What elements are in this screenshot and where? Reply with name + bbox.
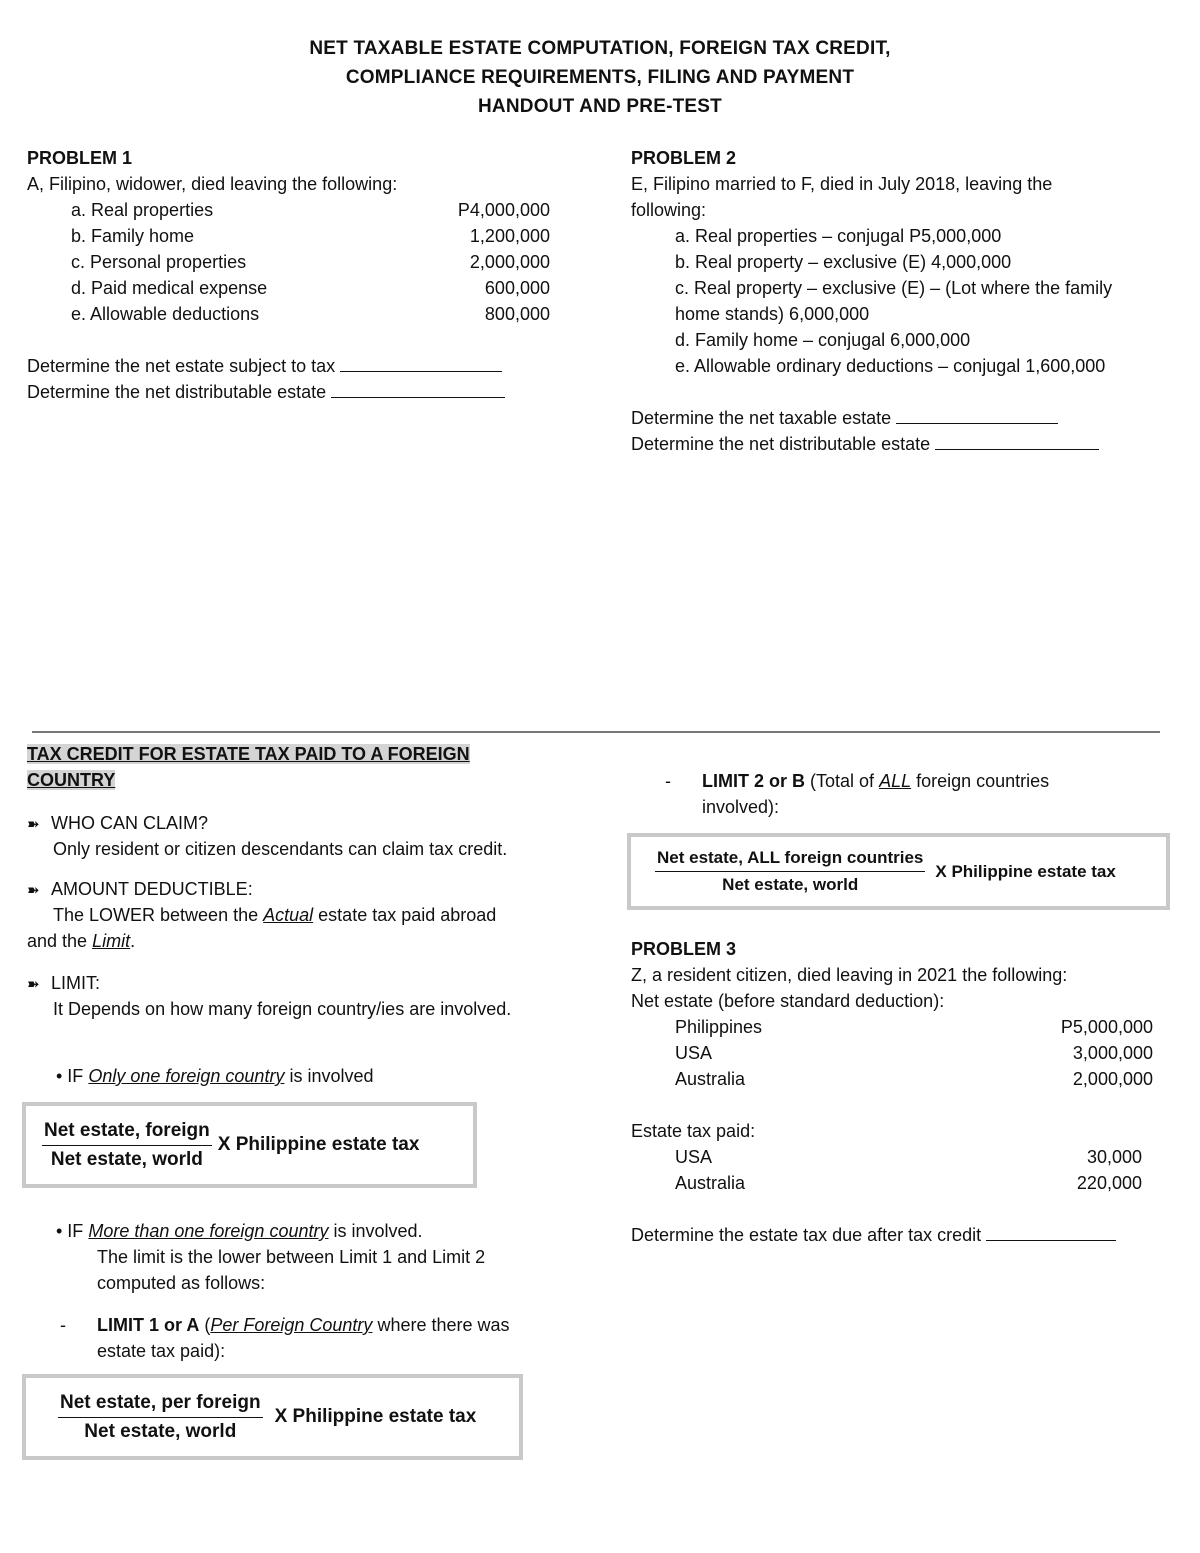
- problem-1: [27, 145, 567, 405]
- who-can-claim-text: Only resident or citizen descendants can claim tax credit.: [53, 839, 508, 859]
- problem-1-item: [27, 249, 567, 275]
- problem-2-question-2: Determine the net distributable estate: [631, 431, 1176, 457]
- problem-1-question-1: Determine the net estate subject to tax: [27, 353, 567, 379]
- problem-2-question-1: Determine the net taxable estate: [631, 405, 1176, 431]
- problem-2-item: home stands) 6,000,000: [675, 304, 870, 324]
- problem-2-item: a. Real properties – conjugal P5,000,000: [675, 226, 1002, 246]
- formula-numerator: Net estate, foreign: [42, 1120, 212, 1146]
- title-line-3: HANDOUT AND PRE-TEST: [478, 96, 722, 117]
- formula-box-one-country: [22, 1102, 477, 1188]
- formula-box-per-country: [22, 1374, 523, 1460]
- problem-2-intro: following:: [631, 200, 707, 220]
- limit-1-description: - LIMIT 1 or A (Per Foreign Country where there was estate tax paid):: [60, 1312, 580, 1364]
- problem-1-question-2: Determine the net distributable estate: [27, 379, 567, 405]
- arrow-bullet-icon: ➽: [27, 976, 40, 993]
- item-amount: 1,200,000: [469, 226, 550, 246]
- formula-multiplier: X Philippine estate tax: [935, 861, 1116, 881]
- answer-blank[interactable]: [896, 405, 1058, 424]
- formula-fraction: [655, 848, 925, 895]
- formula-multiplier: X Philippine estate tax: [274, 1406, 477, 1427]
- problem-3: [631, 936, 1156, 1248]
- problem-1-intro: A, Filipino, widower, died leaving the following:: [27, 174, 398, 194]
- answer-blank[interactable]: [340, 353, 502, 372]
- amount-deductible: ➽ AMOUNT DEDUCTIBLE: The LOWER between the Actual estate tax paid abroad and the Limit.: [27, 876, 587, 954]
- problem-1-item: [27, 197, 567, 223]
- problem-3-question: Determine the estate tax due after tax credit: [631, 1222, 1156, 1248]
- item-label: a. Real properties: [71, 200, 214, 220]
- item-amount: 800,000: [484, 304, 550, 324]
- limit-2-description: - LIMIT 2 or B (Total of ALL foreign countries involved):: [665, 768, 1185, 820]
- problem-2-item: e. Allowable ordinary deductions – conjugal 1,600,000: [675, 356, 1106, 376]
- answer-blank[interactable]: [986, 1222, 1116, 1241]
- problem-2-item: d. Family home – conjugal 6,000,000: [675, 330, 971, 350]
- formula-fraction: [42, 1120, 212, 1171]
- limit-section: ➽ LIMIT: It Depends on how many foreign country/ies are involved.: [27, 970, 587, 1022]
- formula-denominator: Net estate, world: [50, 1148, 203, 1170]
- amount-deductible-text: The LOWER between the Actual estate tax paid abroad: [53, 905, 497, 925]
- title-line-1: NET TAXABLE ESTATE COMPUTATION, FOREIGN TAX CREDIT,: [309, 38, 891, 59]
- problem-2: [631, 145, 1176, 457]
- dash-bullet: -: [60, 1315, 66, 1335]
- net-estate-item: USA 3,000,000: [675, 1043, 1153, 1063]
- problem-3-paid-label: Estate tax paid:: [631, 1121, 756, 1141]
- item-amount: P4,000,000: [457, 200, 550, 220]
- section-divider: [32, 731, 1160, 733]
- arrow-bullet-icon: ➽: [27, 816, 40, 833]
- document-title: [0, 34, 1200, 121]
- dash-bullet: -: [665, 771, 671, 791]
- formula-denominator: Net estate, world: [722, 875, 859, 894]
- problem-1-heading: PROBLEM 1: [27, 148, 133, 168]
- formula-multiplier: X Philippine estate tax: [217, 1134, 420, 1155]
- item-label: c. Personal properties: [71, 252, 247, 272]
- problem-2-intro: E, Filipino married to F, died in July 2018, leaving the: [631, 174, 1053, 194]
- formula-numerator: Net estate, per foreign: [58, 1392, 263, 1418]
- item-label: b. Family home: [71, 226, 195, 246]
- problem-2-item: b. Real property – exclusive (E) 4,000,000: [675, 252, 1012, 272]
- item-label: e. Allowable deductions: [71, 304, 260, 324]
- net-estate-item: Australia 2,000,000: [675, 1069, 1153, 1089]
- problem-2-heading: PROBLEM 2: [631, 148, 737, 168]
- if-more-countries: • IF More than one foreign country is involved. The limit is the lower between Limit 1 and Limit 2 computed as follows:: [56, 1221, 486, 1293]
- problem-2-item: c. Real property – exclusive (E) – (Lot where the family: [675, 278, 1113, 298]
- problem-3-heading: PROBLEM 3: [631, 939, 737, 959]
- amount-deductible-text-2: and the Limit.: [27, 931, 136, 951]
- tax-credit-section: [27, 741, 587, 793]
- answer-blank[interactable]: [331, 379, 505, 398]
- answer-blank[interactable]: [935, 431, 1099, 450]
- formula-fraction: [58, 1392, 263, 1443]
- item-label: d. Paid medical expense: [71, 278, 268, 298]
- limit-text: It Depends on how many foreign country/ies are involved.: [53, 999, 512, 1019]
- problem-3-intro: Z, a resident citizen, died leaving in 2021 the following:: [631, 965, 1068, 985]
- who-can-claim: ➽ WHO CAN CLAIM? Only resident or citizen descendants can claim tax credit.: [27, 810, 587, 862]
- problem-1-item: [27, 275, 567, 301]
- item-amount: 600,000: [484, 278, 550, 298]
- problem-1-item: [27, 223, 567, 249]
- formula-denominator: Net estate, world: [84, 1420, 237, 1442]
- problem-1-item: [27, 301, 567, 327]
- if-one-country: • IF Only one foreign country is involved: [56, 1066, 374, 1086]
- tax-credit-heading-line-2: COUNTRY: [27, 770, 116, 790]
- tax-paid-item: Australia 220,000: [675, 1173, 1142, 1193]
- title-line-2: COMPLIANCE REQUIREMENTS, FILING AND PAYMENT: [345, 67, 855, 88]
- formula-numerator: Net estate, ALL foreign countries: [655, 848, 925, 872]
- formula-box-all-countries: [627, 833, 1170, 910]
- arrow-bullet-icon: ➽: [27, 882, 40, 899]
- tax-paid-item: USA 30,000: [675, 1147, 1142, 1167]
- item-amount: 2,000,000: [469, 252, 550, 272]
- problem-3-net-label: Net estate (before standard deduction):: [631, 991, 945, 1011]
- tax-credit-heading: TAX CREDIT FOR ESTATE TAX PAID TO A FOREIGN: [27, 744, 470, 764]
- net-estate-item: Philippines P5,000,000: [675, 1017, 1153, 1037]
